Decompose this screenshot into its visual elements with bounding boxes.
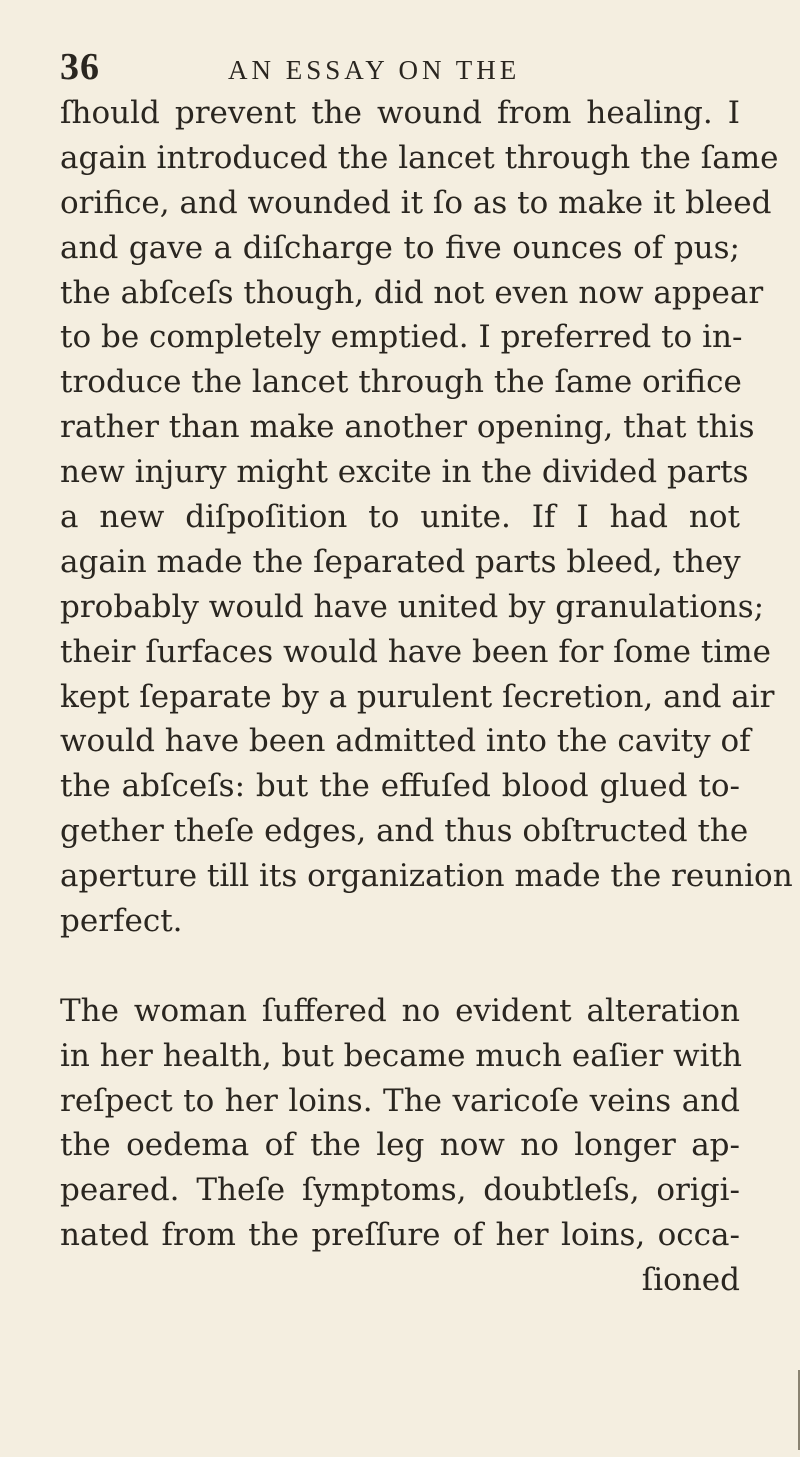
running-head: AN ESSAY ON THE <box>228 55 521 85</box>
text-line: again introduced the lancet through the ſame <box>60 139 779 176</box>
text-line: perfect. <box>60 903 183 940</box>
text-line: the abſceſs though, did not even now appear <box>60 274 764 311</box>
text-line: rather than make another opening, that this <box>60 409 755 446</box>
text-line: gether theſe edges, and thus obſtructed the <box>60 813 749 850</box>
text-line: aperture till its organization made the reunion <box>60 858 793 895</box>
text-line: nated from the preſſure of her loins, occa- <box>60 1217 740 1254</box>
text-line: and gave a diſcharge to five ounces of pus; <box>60 229 740 266</box>
text-line: to be completely emptied. I preferred to in- <box>60 319 743 356</box>
text-line: The woman ſuffered no evident alteration <box>60 992 740 1029</box>
text-line: the oedema of the leg now no longer ap- <box>60 1127 740 1164</box>
text-line: probably would have united by granulations; <box>60 588 765 625</box>
text-line: kept ſeparate by a purulent ſecretion, and air <box>60 678 775 715</box>
text-line: in her health, but became much eaſier with <box>60 1037 742 1074</box>
text-line: their ſurfaces would have been for ſome time <box>60 633 771 670</box>
paragraph <box>60 91 793 944</box>
body-text <box>60 91 793 1303</box>
page-number: 36 <box>60 46 100 88</box>
paragraph-gap <box>60 944 740 989</box>
text-line: new injury might excite in the divided parts <box>60 454 749 491</box>
catchword: ſioned <box>641 1262 740 1299</box>
text-line: would have been admitted into the cavity of <box>60 723 751 760</box>
text-line: ſhould prevent the wound from healing. I <box>60 95 740 131</box>
text-line: the abſceſs: but the effuſed blood glued to- <box>60 768 740 805</box>
text-line: a new diſpoſition to unite. If I had not <box>60 499 740 536</box>
text-line: troduce the lancet through the ſame orifice <box>60 364 742 401</box>
text-line: peared. Theſe ſymptoms, doubtleſs, origi- <box>60 1172 740 1209</box>
text-line: reſpect to her loins. The varicoſe veins and <box>60 1082 740 1119</box>
text-line: again made the ſeparated parts bleed, they <box>60 543 741 580</box>
paragraph <box>60 989 740 1258</box>
text-line: orifice, and wounded it ſo as to make it bleed <box>60 184 772 221</box>
page-header <box>0 42 800 92</box>
